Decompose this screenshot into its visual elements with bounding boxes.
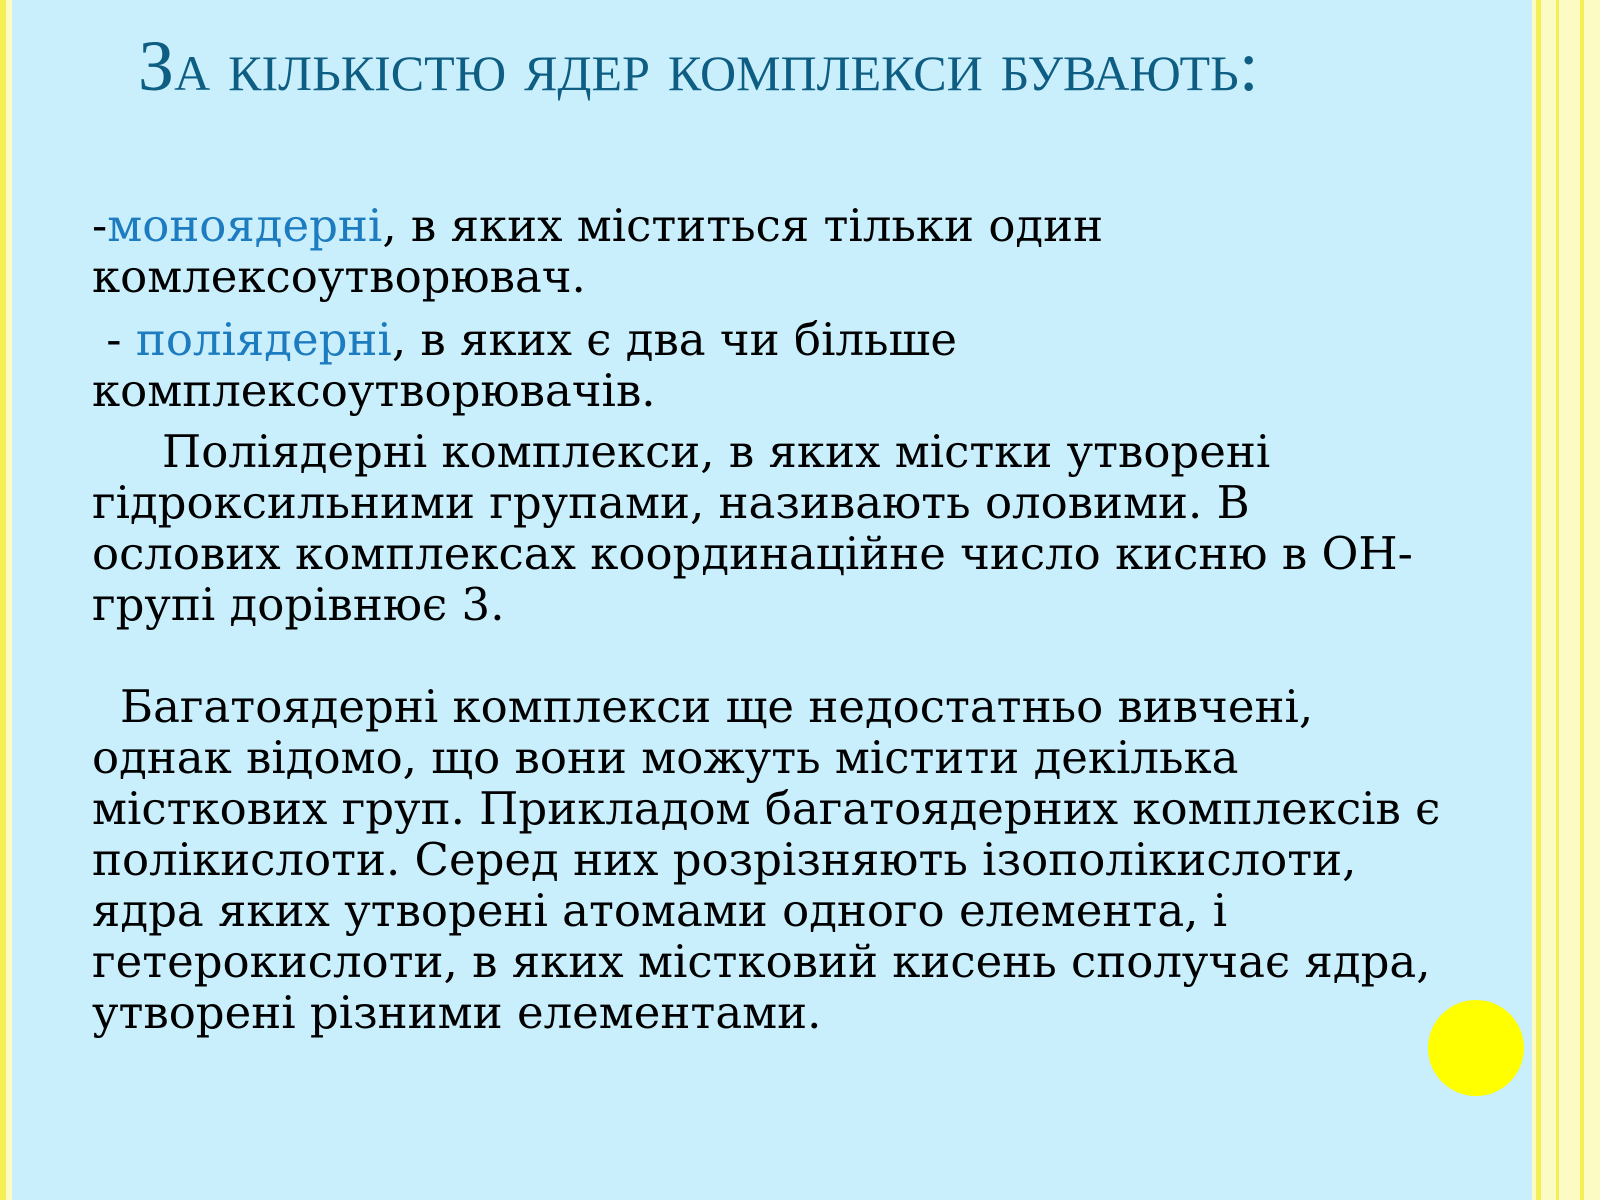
slide-content — [92, 200, 1442, 1038]
multinuclear-paragraph — [92, 681, 1442, 1038]
ol-complexes-paragraph — [92, 426, 1442, 630]
polynuclear-paragraph — [92, 314, 1442, 416]
mononuclear-paragraph — [92, 200, 1442, 302]
decorative-circle — [1428, 1000, 1524, 1096]
border-stripe-right-2 — [1556, 0, 1559, 1200]
border-stripe-right-1 — [1536, 0, 1541, 1200]
mononuclear-prefix: - — [92, 199, 108, 252]
mononuclear-text: , в яких міститься тільки один комлексоутворювач. — [92, 199, 1104, 303]
border-stripe-right-3 — [1580, 0, 1584, 1200]
polynuclear-prefix: - — [92, 313, 136, 366]
multinuclear-text: Багатоядерні комплекси ще недостатньо вивчені, однак відомо, що вони можуть містити декілька місткових груп. Прикладом багатоядерних комплексів є полікислоти. Серед них розрізняють ізополікислоти, ядра яких утворені атомами одного елемента, і гетерокислоти, в яких містковий кисень сполучає ядра, утворені різними елементами. — [92, 680, 1441, 1039]
polynuclear-term: поліядерні — [135, 313, 392, 366]
polynuclear-text: , в яких є два чи більше комплексоутворювачів. — [92, 313, 958, 417]
ol-complexes-text: Поліядерні комплекси, в яких містки утворені гідроксильними групами, називають оловими. В ослових комплексах координаційне число кисню в ОН-групі дорівнює 3. — [92, 425, 1413, 631]
border-stripe-left — [0, 0, 6, 1200]
slide-title: За кількістю ядер комплекси бувають: — [138, 26, 1259, 106]
mononuclear-term: моноядерні — [107, 199, 383, 252]
